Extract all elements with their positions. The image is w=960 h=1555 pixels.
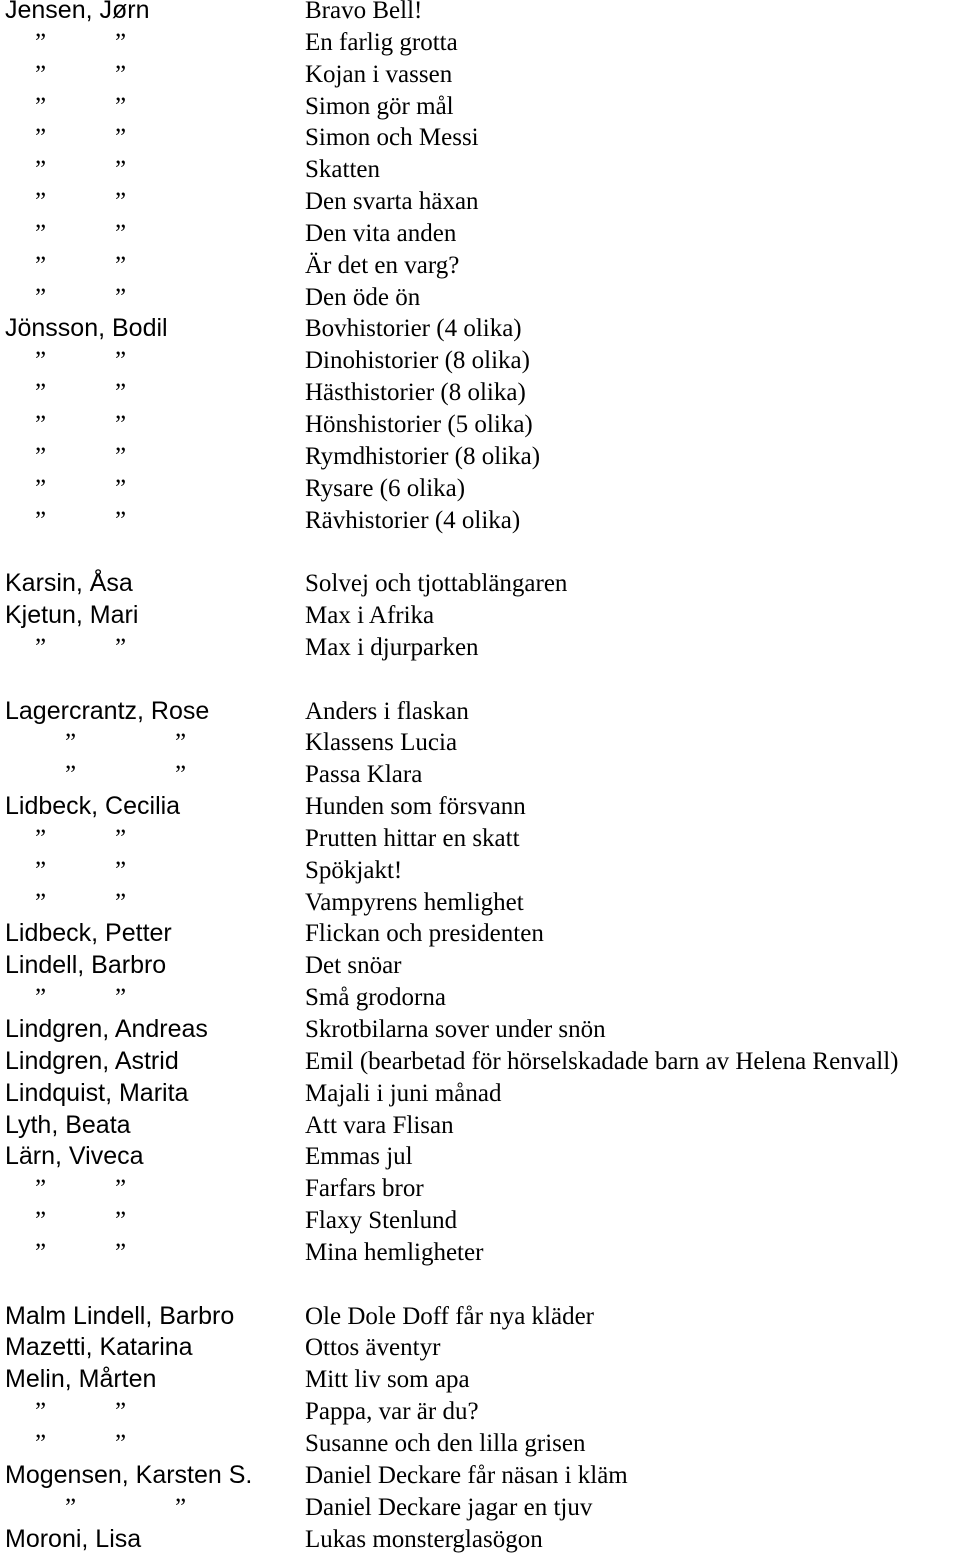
list-item bbox=[5, 823, 960, 855]
list-item bbox=[5, 600, 960, 632]
ditto-mark: ” bbox=[175, 1492, 186, 1524]
book-title: Daniel Deckare får näsan i kläm bbox=[305, 1460, 628, 1492]
list-item bbox=[5, 505, 960, 537]
ditto-mark: ” bbox=[35, 1237, 46, 1269]
list-item bbox=[5, 1492, 960, 1524]
ditto-mark: ” bbox=[35, 1428, 46, 1460]
book-title: Skrotbilarna sover under snön bbox=[305, 1014, 606, 1046]
ditto-mark: ” bbox=[65, 759, 76, 791]
ditto-mark: ” bbox=[35, 632, 46, 664]
author-name: Lindell, Barbro bbox=[5, 950, 166, 982]
list-item bbox=[5, 1364, 960, 1396]
ditto-mark: ” bbox=[35, 27, 46, 59]
book-title: Klassens Lucia bbox=[305, 727, 457, 759]
ditto-mark: ” bbox=[175, 759, 186, 791]
book-title: Rymdhistorier (8 olika) bbox=[305, 441, 540, 473]
list-item bbox=[5, 1078, 960, 1110]
author-name: Lagercrantz, Rose bbox=[5, 696, 209, 728]
book-title: Den öde ön bbox=[305, 282, 420, 314]
ditto-mark: ” bbox=[115, 122, 126, 154]
book-title: Max i djurparken bbox=[305, 632, 479, 664]
ditto-mark: ” bbox=[115, 186, 126, 218]
list-item bbox=[5, 1173, 960, 1205]
author-name: Malm Lindell, Barbro bbox=[5, 1301, 234, 1333]
ditto-mark: ” bbox=[115, 377, 126, 409]
author-name: Lindgren, Andreas bbox=[5, 1014, 208, 1046]
list-item bbox=[5, 1301, 960, 1333]
ditto-mark: ” bbox=[115, 282, 126, 314]
list-item bbox=[5, 887, 960, 919]
ditto-mark: ” bbox=[115, 982, 126, 1014]
book-title: Anders i flaskan bbox=[305, 696, 469, 728]
ditto-mark: ” bbox=[115, 59, 126, 91]
ditto-mark: ” bbox=[35, 982, 46, 1014]
list-item bbox=[5, 409, 960, 441]
list-item bbox=[5, 91, 960, 123]
book-title: Ole Dole Doff får nya kläder bbox=[305, 1301, 594, 1333]
book-title: Passa Klara bbox=[305, 759, 422, 791]
author-name: Moroni, Lisa bbox=[5, 1524, 141, 1555]
ditto-mark: ” bbox=[115, 250, 126, 282]
book-title: Simon gör mål bbox=[305, 91, 454, 123]
author-name: Lärn, Viveca bbox=[5, 1141, 144, 1173]
book-title: Skatten bbox=[305, 154, 380, 186]
list-item bbox=[5, 441, 960, 473]
book-title: En farlig grotta bbox=[305, 27, 458, 59]
author-name: Kjetun, Mari bbox=[5, 600, 138, 632]
list-item bbox=[5, 1428, 960, 1460]
ditto-mark: ” bbox=[35, 186, 46, 218]
ditto-mark: ” bbox=[35, 409, 46, 441]
list-item bbox=[5, 1046, 960, 1078]
book-title: Mina hemligheter bbox=[305, 1237, 483, 1269]
ditto-mark: ” bbox=[115, 632, 126, 664]
list-item bbox=[5, 377, 960, 409]
list-item bbox=[5, 218, 960, 250]
ditto-mark: ” bbox=[35, 59, 46, 91]
list-item bbox=[5, 122, 960, 154]
list-item bbox=[5, 282, 960, 314]
author-name: Karsin, Åsa bbox=[5, 568, 133, 600]
book-title: Vampyrens hemlighet bbox=[305, 887, 524, 919]
book-title: Den svarta häxan bbox=[305, 186, 479, 218]
list-item bbox=[5, 791, 960, 823]
list-item bbox=[5, 568, 960, 600]
list-item bbox=[5, 1205, 960, 1237]
ditto-mark: ” bbox=[115, 1237, 126, 1269]
list-item bbox=[5, 855, 960, 887]
ditto-mark: ” bbox=[35, 218, 46, 250]
ditto-mark: ” bbox=[35, 473, 46, 505]
book-title: Prutten hittar en skatt bbox=[305, 823, 520, 855]
book-title: Bravo Bell! bbox=[305, 0, 422, 27]
ditto-mark: ” bbox=[115, 345, 126, 377]
ditto-mark: ” bbox=[35, 855, 46, 887]
author-name: Lidbeck, Cecilia bbox=[5, 791, 180, 823]
ditto-mark: ” bbox=[115, 441, 126, 473]
ditto-mark: ” bbox=[115, 823, 126, 855]
author-name: Jensen, Jørn bbox=[5, 0, 150, 27]
book-title: Daniel Deckare jagar en tjuv bbox=[305, 1492, 592, 1524]
book-title: Susanne och den lilla grisen bbox=[305, 1428, 586, 1460]
list-item bbox=[5, 1524, 960, 1555]
list-item bbox=[5, 632, 960, 664]
book-title: Är det en varg? bbox=[305, 250, 459, 282]
ditto-mark: ” bbox=[115, 887, 126, 919]
ditto-mark: ” bbox=[35, 1205, 46, 1237]
ditto-mark: ” bbox=[115, 473, 126, 505]
book-title: Flickan och presidenten bbox=[305, 918, 544, 950]
book-title: Spökjakt! bbox=[305, 855, 402, 887]
ditto-mark: ” bbox=[115, 91, 126, 123]
list-item bbox=[5, 27, 960, 59]
ditto-mark: ” bbox=[35, 377, 46, 409]
list-item bbox=[5, 727, 960, 759]
book-title: Små grodorna bbox=[305, 982, 446, 1014]
list-item bbox=[5, 1110, 960, 1142]
author-name: Lyth, Beata bbox=[5, 1110, 131, 1142]
book-title: Pappa, var är du? bbox=[305, 1396, 479, 1428]
list-item bbox=[5, 186, 960, 218]
list-item bbox=[5, 1332, 960, 1364]
ditto-mark: ” bbox=[115, 154, 126, 186]
ditto-mark: ” bbox=[115, 1205, 126, 1237]
list-item bbox=[5, 1396, 960, 1428]
ditto-mark: ” bbox=[35, 887, 46, 919]
book-title: Ottos äventyr bbox=[305, 1332, 440, 1364]
ditto-mark: ” bbox=[35, 282, 46, 314]
book-title: Lukas monsterglasögon bbox=[305, 1524, 543, 1555]
book-title: Dinohistorier (8 olika) bbox=[305, 345, 530, 377]
ditto-mark: ” bbox=[35, 250, 46, 282]
ditto-mark: ” bbox=[115, 409, 126, 441]
book-title: Bovhistorier (4 olika) bbox=[305, 313, 522, 345]
list-item bbox=[5, 918, 960, 950]
author-name: Lindgren, Astrid bbox=[5, 1046, 179, 1078]
book-title: Simon och Messi bbox=[305, 122, 479, 154]
book-title: Mitt liv som apa bbox=[305, 1364, 470, 1396]
ditto-mark: ” bbox=[115, 1173, 126, 1205]
list-item bbox=[5, 1460, 960, 1492]
ditto-mark: ” bbox=[35, 505, 46, 537]
book-title: Solvej och tjottablängaren bbox=[305, 568, 567, 600]
author-name: Lidbeck, Petter bbox=[5, 918, 172, 950]
ditto-mark: ” bbox=[35, 91, 46, 123]
list-item bbox=[5, 345, 960, 377]
author-name: Jönsson, Bodil bbox=[5, 313, 168, 345]
book-title: Hunden som försvann bbox=[305, 791, 526, 823]
book-title: Farfars bror bbox=[305, 1173, 424, 1205]
ditto-mark: ” bbox=[35, 1396, 46, 1428]
ditto-mark: ” bbox=[35, 823, 46, 855]
ditto-mark: ” bbox=[115, 218, 126, 250]
book-title: Att vara Flisan bbox=[305, 1110, 454, 1142]
list-item bbox=[5, 1269, 960, 1301]
list-item bbox=[5, 759, 960, 791]
ditto-mark: ” bbox=[35, 154, 46, 186]
list-item bbox=[5, 664, 960, 696]
list-item bbox=[5, 59, 960, 91]
book-title: Emmas jul bbox=[305, 1141, 413, 1173]
ditto-mark: ” bbox=[115, 505, 126, 537]
book-title: Hästhistorier (8 olika) bbox=[305, 377, 526, 409]
book-list bbox=[5, 0, 960, 1555]
ditto-mark: ” bbox=[115, 1396, 126, 1428]
book-title: Det snöar bbox=[305, 950, 402, 982]
author-name: Mogensen, Karsten S. bbox=[5, 1460, 252, 1492]
ditto-mark: ” bbox=[175, 727, 186, 759]
ditto-mark: ” bbox=[35, 441, 46, 473]
list-item bbox=[5, 950, 960, 982]
book-title: Majali i juni månad bbox=[305, 1078, 501, 1110]
book-title: Rävhistorier (4 olika) bbox=[305, 505, 520, 537]
book-title: Max i Afrika bbox=[305, 600, 434, 632]
list-item bbox=[5, 473, 960, 505]
ditto-mark: ” bbox=[115, 855, 126, 887]
ditto-mark: ” bbox=[115, 27, 126, 59]
book-title: Kojan i vassen bbox=[305, 59, 452, 91]
author-name: Mazetti, Katarina bbox=[5, 1332, 193, 1364]
list-item bbox=[5, 536, 960, 568]
list-item bbox=[5, 154, 960, 186]
ditto-mark: ” bbox=[35, 1173, 46, 1205]
list-item bbox=[5, 313, 960, 345]
author-name: Melin, Mårten bbox=[5, 1364, 156, 1396]
ditto-mark: ” bbox=[65, 1492, 76, 1524]
list-item bbox=[5, 982, 960, 1014]
list-item bbox=[5, 250, 960, 282]
author-name: Lindquist, Marita bbox=[5, 1078, 188, 1110]
book-title: Hönshistorier (5 olika) bbox=[305, 409, 533, 441]
list-item bbox=[5, 696, 960, 728]
list-item bbox=[5, 1141, 960, 1173]
ditto-mark: ” bbox=[65, 727, 76, 759]
ditto-mark: ” bbox=[115, 1428, 126, 1460]
book-title: Flaxy Stenlund bbox=[305, 1205, 457, 1237]
ditto-mark: ” bbox=[35, 345, 46, 377]
book-title: Emil (bearbetad för hörselskadade barn av Helena Renvall) bbox=[305, 1046, 899, 1078]
list-item bbox=[5, 1237, 960, 1269]
list-item bbox=[5, 0, 960, 27]
list-item bbox=[5, 1014, 960, 1046]
book-title: Rysare (6 olika) bbox=[305, 473, 465, 505]
book-title: Den vita anden bbox=[305, 218, 456, 250]
ditto-mark: ” bbox=[35, 122, 46, 154]
